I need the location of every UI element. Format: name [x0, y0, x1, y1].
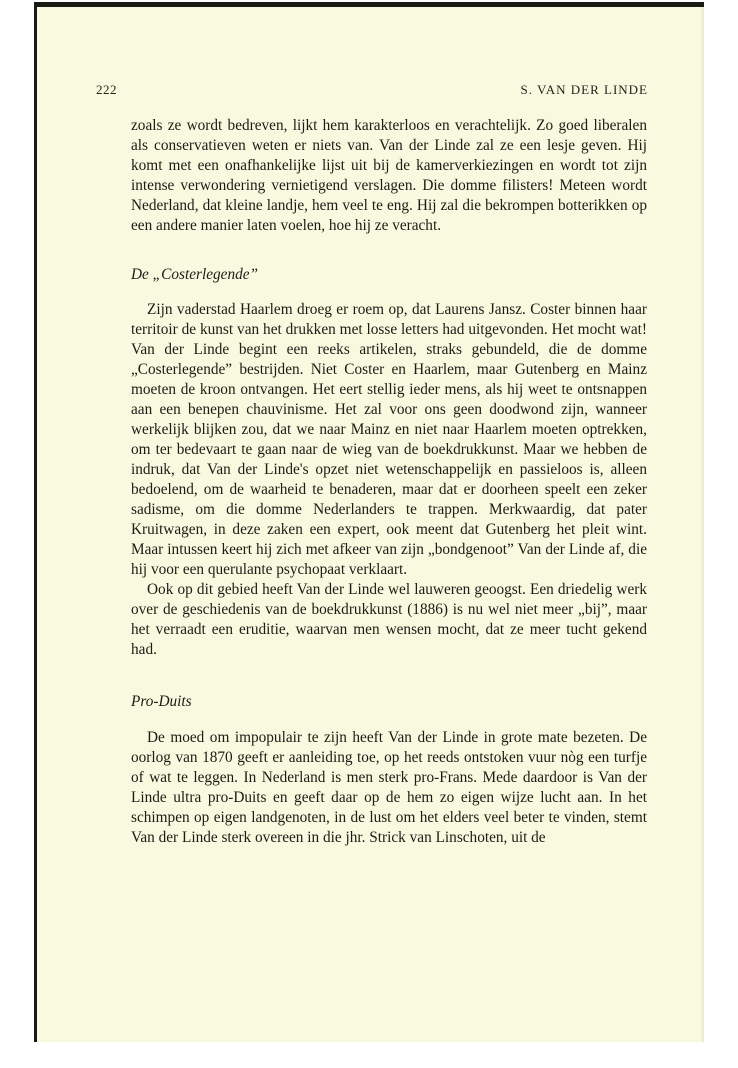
running-header: [96, 82, 648, 102]
intro-paragraph: zoals ze wordt bedreven, lijkt hem karakterloos en verachtelijk. Zo goed liberalen als conservatieven weten er niets van. Van der Linde zal ze een lesje geven. Hij komt met een onafhankelijke lijst uit bij de kamerverkiezingen en wordt tot zijn intense verwondering vernietigend verslagen. Die domme filisters! Meteen wordt Nederland, dat kleine landje, hem veel te eng. Hij zal die bekrompen botterikken op een andere manier laten voelen, hoe hij ze veracht.: [131, 117, 647, 234]
spacer: [131, 236, 647, 265]
paragraph: Zijn vaderstad Haarlem droeg er roem op, dat Laurens Jansz. Coster binnen haar territoir de kunst van het drukken met losse letters had uitgevonden. Het mocht wat! Van der Linde begint een reeks artikelen, straks gebundeld, die de domme „Costerlegende” bestrijden. Niet Coster en Haarlem, maar Gutenberg en Mainz moeten de kroon ontvangen. Het eert stellig ieder mens, als hij weet te ontsnappen aan een benepen chauvinisme. Het zal voor ons geen doodwond zijn, wanneer werkelijk blijken zou, dat we naar Mainz en niet naar Haarlem moeten optrekken, om ter bedevaart te gaan naar de wieg van de boekdrukkunst. Maar we hebben de indruk, dat Van der Linde's opzet niet wetenschappelijk en passieloos is, alleen bedoelend, om de waarheid te benaderen, maar dat er doorheen speelt een zeker sadisme, om die domme Nederlanders te trappen. Merkwaardig, dat pater Kruitwagen, in deze zaken een expert, ook meent dat Gutenberg het pleit wint. Maar intussen keert hij zich met afkeer van zijn „bondgenoot” Van der Linde af, die hij voor een querulante psychopaat verklaart.: [131, 301, 647, 578]
page-edge-shadow: [701, 7, 704, 1042]
spacer: [131, 712, 647, 728]
paragraph: De moed om impopulair te zijn heeft Van der Linde in grote mate bezeten. De oorlog van 1870 geeft er aanleiding toe, op het reeds ontstoken vuur nòg een turfje of wat te leggen. In Nederland is men sterk pro-Frans. Mede daardoor is Van der Linde ultra pro-Duits en geeft daar op de hem zo eigen wijze lucht aan. In het schimpen op eigen landgenoten, in de lust om het elders veel beter te vinden, stemt Van der Linde sterk overeen in die jhr. Strick van Linschoten, uit de: [131, 729, 647, 846]
paragraph: Ook op dit gebied heeft Van der Linde wel lauweren geoogst. Een driedelig werk over de geschiedenis van de boekdrukkunst (1886) is nu wel niet meer „bij”, maar het verraadt een eruditie, waarvan men wensen mocht, dat ze meer tucht gekend had.: [131, 581, 647, 658]
page-number: 222: [96, 82, 117, 97]
body-text: [131, 116, 647, 848]
section-heading-pro-duits: Pro-Duits: [131, 693, 192, 710]
spacer: [131, 660, 647, 692]
spacer: [131, 285, 647, 300]
section-heading-costerlegende: De „Costerlegende”: [131, 266, 259, 283]
running-title: S. VAN DER LINDE: [520, 82, 648, 97]
